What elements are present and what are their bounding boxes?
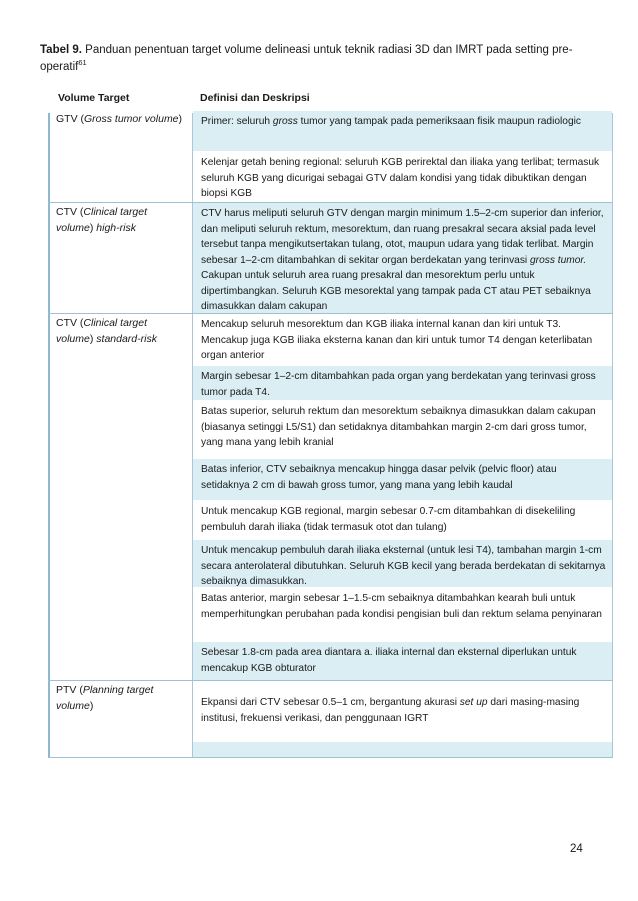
cell-std-5: Untuk mencakup KGB regional, margin sebesar 0.7-cm ditambahkan di disekeliling pembuluh darah iliaka (tidak termasuk otot dan tulang) <box>201 506 576 533</box>
caption-label: Tabel 9. <box>40 44 82 56</box>
cell-gtv-primary: Primer: seluruh gross tumor yang tampak pada pemeriksaan fisik maupun radiologic <box>193 111 612 151</box>
cell-empty-shaded <box>193 742 612 757</box>
cell-std-4: Batas inferior, CTV sebaiknya mencakup hingga dasar pelvik (pelvic floor) atau setidaknya 2 cm di bawah gross tumor, yang mana yang lebih kaudal <box>193 459 612 500</box>
cell-gtv-kgb: Kelenjar getah bening regional: seluruh KGB perirektal dan iliaka yang terlibat; termasuk seluruh KGB yang dicurigai sebagai GTV dalam kondisi yang tidak dibuktikan dengan biopsi KGB <box>201 157 600 199</box>
caption-text: Panduan penentuan target volume delineasi untuk teknik radiasi 3D dan IMRT pada setting pre-operatif <box>40 44 573 73</box>
caption-reference: 61 <box>78 58 87 67</box>
cell-std-7: Batas anterior, margin sebesar 1–1.5-cm sebaiknya ditambahkan kearah buli untuk memperhitungkan perubahan pada kondisi pengisian buli dan rektum selama penyinaran <box>201 593 602 620</box>
header-volume-target: Volume Target <box>58 92 130 104</box>
page-number: 24 <box>570 843 583 855</box>
cell-std-2: Margin sebesar 1–2-cm ditambahkan pada organ yang berdekatan yang terinvasi gross tumor pada T4. <box>193 366 612 400</box>
cell-std-3: Batas superior, seluruh rektum dan mesorektum sebaiknya dimasukkan dalam cakupan (biasanya setinggi L5/S1) dan setidaknya ditambahkan margin 2-cm dari gross tumor, yang mana yang lebih kranial <box>201 406 596 448</box>
table-bottom-rule <box>48 757 613 758</box>
label-gtv: GTV (Gross tumor volume) <box>56 113 183 125</box>
table-caption <box>40 42 610 76</box>
cell-std-8: Sebesar 1.8-cm pada area diantara a. iliaka internal dan eksternal diperlukan untuk mencakup KGB obturator <box>193 642 612 680</box>
header-definition: Definisi dan Deskripsi <box>200 92 310 104</box>
table-right-rule <box>612 113 613 758</box>
label-ctv-high-risk: CTV (Clinical target volume) high-risk <box>56 206 148 234</box>
cell-std-1: Mencakup seluruh mesorektum dan KGB iliaka internal kanan dan kiri untuk T3. Mencakup juga KGB iliaka eksterna kanan dan kiri untuk tumor T4 dengan keterlibatan organ anterior <box>201 319 593 361</box>
table-left-rule <box>48 113 50 758</box>
label-ctv-standard-risk: CTV (Clinical target volume) standard-risk <box>56 317 157 345</box>
cell-ptv: Ekpansi dari CTV sebesar 0.5–1 cm, bergantung akurasi set up dari masing-masing institusi, frekuensi verikasi, dan penggunaan IGRT <box>201 697 580 724</box>
label-ptv: PTV (Planning target volume) <box>56 684 154 712</box>
cell-ctv-high-risk: CTV harus meliputi seluruh GTV dengan margin minimum 1.5–2-cm superior dan inferior, dan meliputi seluruh rektum, mesorektum, dan ruang presakral secara aksial pada level tersebut tanpa mengikutsertakan tulang, otot, maupun udara yang tidak terlibat. Margin sebesar 1–2-cm ditambahkan di sekitar organ berdekatan yang terinvasi gross tumor. Cakupan untuk seluruh area ruang presakral dan mesorektum perlu untuk dipertimbangkan. Seluruh KGB mesorektal yang tampak pada CT atau PET sebaiknya dimasukkan dalam cakupan <box>193 203 612 313</box>
cell-std-6: Untuk mencakup pembuluh darah iliaka eksternal (untuk lesi T4), tambahan margin 1-cm secara anterolateral dibutuhkan. Seluruh KGB kecil yang berada berdekatan di sekitarnya sebaiknya dimasukkan. <box>193 540 612 587</box>
